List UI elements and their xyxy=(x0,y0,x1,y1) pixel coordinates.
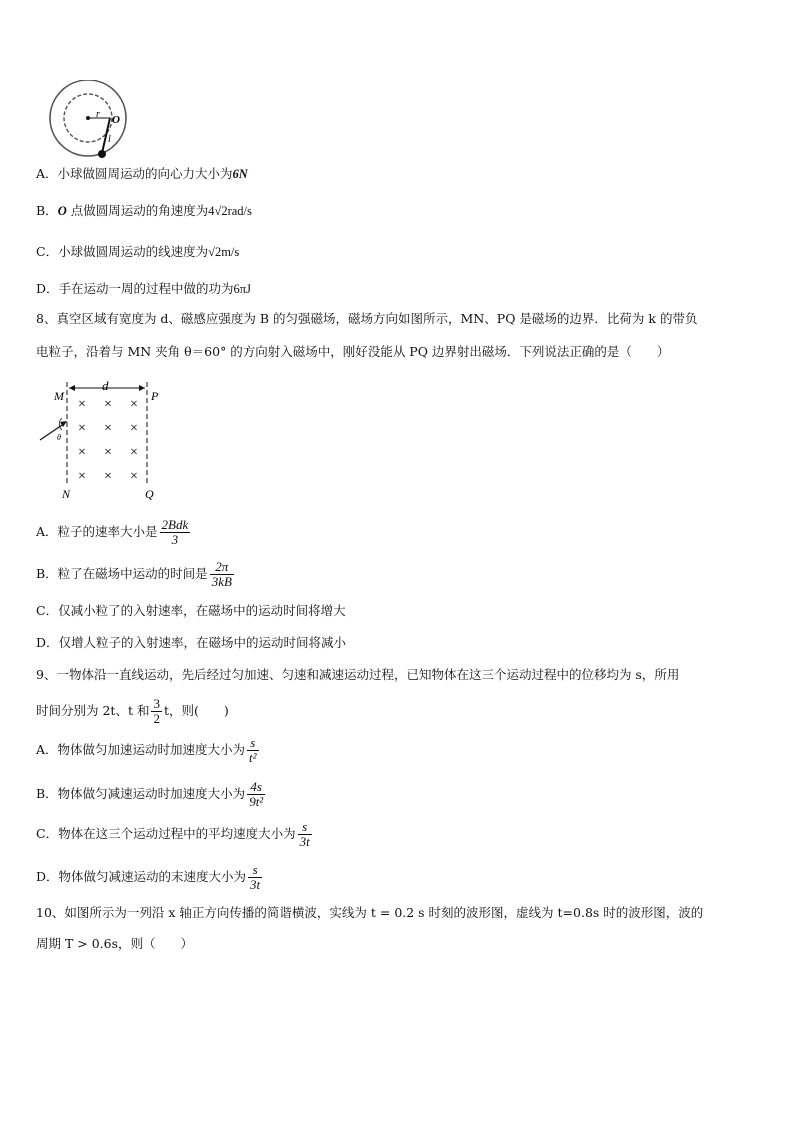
label-m: M xyxy=(54,389,64,403)
q8-option-a: A．粒子的速率大小是 $\frac{\text{2Bdk}}{3}$ xyxy=(36,517,189,547)
label-l: l xyxy=(108,134,111,145)
q9-option-b: B．物体做匀减速运动时加速度大小为 $\frac{4s}{\text{9t²}}$ xyxy=(36,779,264,809)
fraction: $\frac{s}{\text{t²}}$ xyxy=(249,735,257,765)
label-theta: θ xyxy=(57,433,61,442)
field-cross: × xyxy=(130,397,138,412)
q8-stem-line2: 电粒子，沿着与 MN 夹角 θ＝60° 的方向射入磁场中，刚好没能从 PQ 边界射出磁场．下列说法正确的是（ ） xyxy=(36,344,670,359)
field-cross: × xyxy=(104,469,112,484)
label-p: P xyxy=(151,389,159,403)
fraction: $\frac{2\pi}{3kB}$ xyxy=(211,559,232,589)
q9-stem-line1: 9、一物体沿一直线运动，先后经过匀加速、匀速和减速运动过程，已知物体在这三个运动过程中的位移均为 s，所用 xyxy=(36,667,680,682)
fraction: $\frac{3}{2}$ xyxy=(153,696,160,726)
q9-option-d: D．物体做匀减速运动的末速度大小为 $\frac{s}{3t}$ xyxy=(36,862,261,892)
label-r: r xyxy=(96,109,100,120)
q8-option-c: C．仅减小粒了的入射速率，在磁场中的运动时间将增大 xyxy=(36,603,346,618)
circular-motion-figure xyxy=(44,80,134,160)
magnetic-field-figure xyxy=(36,378,176,504)
field-cross: × xyxy=(78,421,86,436)
q9-option-a: A．物体做匀加速运动时加速度大小为 $\frac{s}{\text{t²}}$ xyxy=(36,735,257,765)
field-cross: × xyxy=(104,445,112,460)
q9-stem-line2: 时间分别为 2t、t 和 $\frac{3}{2}$ t，则( ) xyxy=(36,696,229,726)
q10-stem-line2: 周期 T > 0.6s，则（ ） xyxy=(36,936,194,951)
q7-option-c: C．小球做圆周运动的线速度为√2m/s xyxy=(36,244,240,259)
q7-option-a: A．小球做圆周运动的向心力大小为6N xyxy=(36,166,248,181)
q7-option-b: B．O 点做圆周运动的角速度为4√2rad/s xyxy=(36,203,252,218)
field-cross: × xyxy=(104,421,112,436)
fraction: $\frac{s}{3t}$ xyxy=(250,862,261,892)
field-crosses xyxy=(78,397,138,484)
q10-stem-line1: 10、如图所示为一列沿 x 轴正方向传播的简谐横波，实线为 t = 0.2 s 时刻的波形图，虚线为 t=0.8s 时的波形图，波的 xyxy=(36,905,704,920)
field-cross: × xyxy=(130,445,138,460)
q9-option-c: C．物体在这三个运动过程中的平均速度大小为 $\frac{s}{3t}$ xyxy=(36,819,310,849)
fraction: $\frac{\text{2Bdk}}{3}$ xyxy=(161,517,189,547)
fraction: $\frac{s}{3t}$ xyxy=(299,819,310,849)
label-o: O xyxy=(112,114,120,126)
field-cross: × xyxy=(104,397,112,412)
field-cross: × xyxy=(78,469,86,484)
fraction: $\frac{4s}{\text{9t²}}$ xyxy=(249,779,264,809)
ball xyxy=(98,150,106,158)
field-cross: × xyxy=(78,445,86,460)
incident-arrow xyxy=(40,423,65,440)
field-cross: × xyxy=(130,421,138,436)
label-q: Q xyxy=(145,487,154,501)
label-n: N xyxy=(62,487,71,501)
q7-option-d: D．手在运动一周的过程中做的功为6πJ xyxy=(36,281,251,296)
field-cross: × xyxy=(78,397,86,412)
q8-option-d: D．仅增人粒子的入射速率，在磁场中的运动时间将减小 xyxy=(36,635,347,650)
q8-stem-line1: 8、真空区域有宽度为 d、磁感应强度为 B 的匀强磁场，磁场方向如图所示，MN、PQ 是磁场的边界．比荷为 k 的带负 xyxy=(36,311,698,326)
label-d: d xyxy=(102,378,109,393)
field-cross: × xyxy=(130,469,138,484)
q8-option-b: B．粒了在磁场中运动的时间是 $\frac{2\pi}{3kB}$ xyxy=(36,559,232,589)
